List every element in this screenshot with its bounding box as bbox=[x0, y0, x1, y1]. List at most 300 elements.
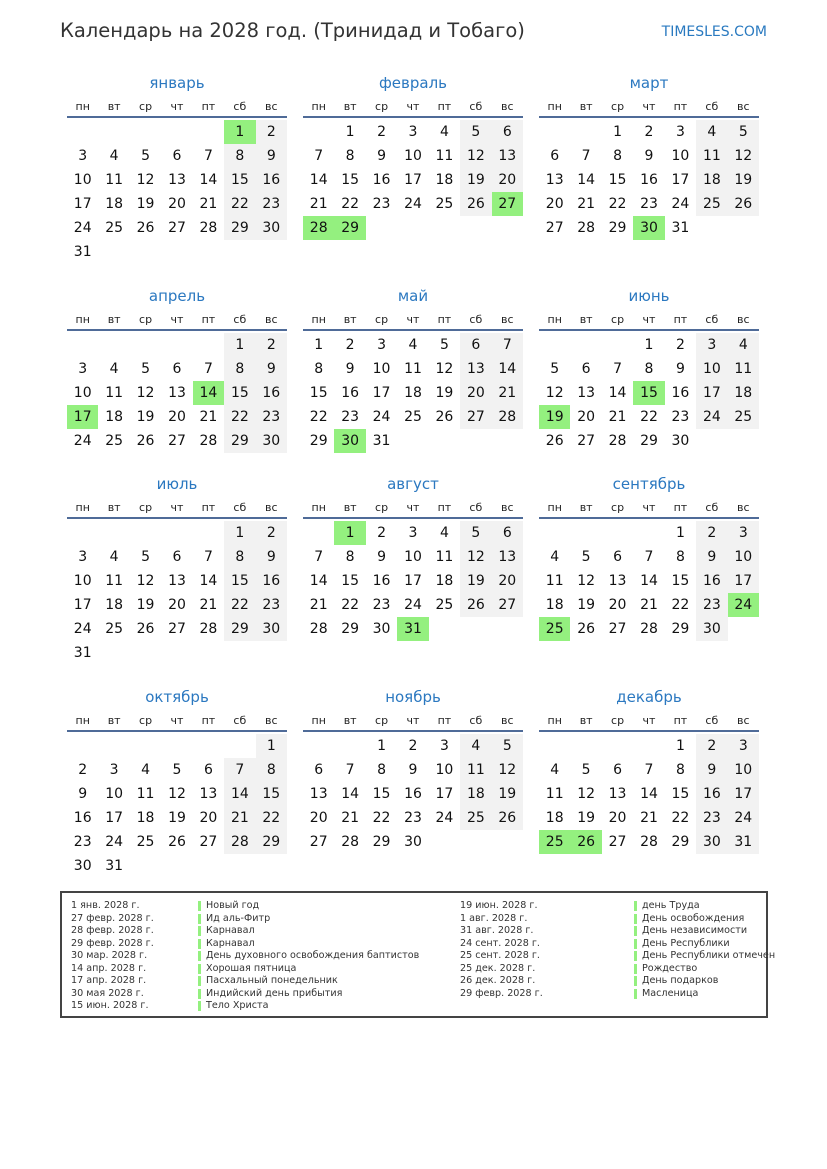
weekday-label: пт bbox=[437, 100, 452, 113]
day-cell: 8 bbox=[345, 549, 355, 565]
weekday-label: пт bbox=[673, 313, 688, 326]
holiday-day: 25 bbox=[539, 617, 570, 641]
day-cell: 10 bbox=[728, 758, 759, 782]
empty-cell bbox=[570, 120, 601, 144]
empty-cell bbox=[193, 734, 224, 758]
day-cell: 7 bbox=[203, 361, 213, 377]
day-cell: 23 bbox=[256, 593, 287, 617]
holiday-name: Хорошая пятница bbox=[206, 962, 297, 974]
day-cell: 5 bbox=[492, 734, 523, 758]
day-cell: 14 bbox=[309, 573, 328, 589]
day-cell: 3 bbox=[408, 124, 418, 140]
day-cell: 7 bbox=[203, 549, 213, 565]
day-cell: 17 bbox=[372, 385, 391, 401]
empty-cell bbox=[193, 521, 224, 545]
day-cell: 5 bbox=[439, 337, 449, 353]
month-name: январь bbox=[149, 74, 205, 92]
weekday-label: чт bbox=[406, 100, 420, 113]
day-cell: 21 bbox=[199, 196, 218, 212]
empty-cell bbox=[98, 734, 129, 758]
legend-row bbox=[71, 950, 461, 963]
day-cell: 8 bbox=[224, 144, 255, 168]
weekday-header bbox=[303, 497, 523, 519]
holiday-marker bbox=[198, 926, 201, 936]
day-cell: 30 bbox=[671, 433, 690, 449]
day-cell: 24 bbox=[73, 433, 92, 449]
day-cell: 1 bbox=[345, 124, 355, 140]
day-cell: 3 bbox=[377, 337, 387, 353]
day-cell: 29 bbox=[640, 433, 658, 449]
day-cell: 10 bbox=[105, 786, 124, 802]
day-cell: 29 bbox=[224, 216, 255, 240]
day-cell: 4 bbox=[439, 124, 449, 140]
day-cell: 31 bbox=[105, 858, 124, 874]
weekday-label: пт bbox=[201, 501, 216, 514]
day-cell: 4 bbox=[408, 337, 418, 353]
empty-cell bbox=[161, 333, 192, 357]
day-cell: 20 bbox=[168, 597, 186, 613]
holiday-marker bbox=[198, 989, 201, 999]
day-cell: 3 bbox=[675, 124, 685, 140]
holiday-marker bbox=[198, 976, 201, 986]
day-cell: 3 bbox=[728, 521, 759, 545]
weekday-label: пн bbox=[311, 714, 326, 727]
days-grid bbox=[539, 120, 759, 240]
day-cell: 13 bbox=[460, 357, 491, 381]
day-cell: 7 bbox=[224, 758, 255, 782]
holiday-name: День Республики отмечен bbox=[642, 950, 776, 961]
day-cell: 5 bbox=[460, 521, 491, 545]
empty-cell bbox=[570, 521, 601, 545]
holiday-day: 1 bbox=[334, 521, 365, 545]
empty-cell bbox=[303, 734, 334, 758]
day-cell: 21 bbox=[199, 409, 218, 425]
day-cell: 6 bbox=[172, 148, 182, 164]
day-cell: 17 bbox=[404, 573, 422, 589]
day-cell: 13 bbox=[492, 545, 523, 569]
day-cell: 20 bbox=[492, 569, 523, 593]
day-cell: 11 bbox=[696, 144, 727, 168]
day-cell: 14 bbox=[640, 573, 658, 589]
weekday-label: вс bbox=[737, 501, 750, 514]
day-cell: 24 bbox=[435, 810, 454, 826]
day-cell: 13 bbox=[199, 786, 218, 802]
day-cell: 24 bbox=[696, 405, 727, 429]
day-cell: 18 bbox=[545, 597, 564, 613]
weekday-header bbox=[539, 309, 759, 331]
day-cell: 18 bbox=[136, 810, 155, 826]
day-cell: 15 bbox=[608, 172, 627, 188]
day-cell: 11 bbox=[105, 172, 124, 188]
day-cell: 20 bbox=[168, 196, 186, 212]
weekday-label: ср bbox=[375, 501, 389, 514]
weekday-label: вс bbox=[737, 100, 750, 113]
day-cell: 26 bbox=[460, 192, 491, 216]
weekday-label: вт bbox=[107, 501, 121, 514]
day-cell: 25 bbox=[136, 834, 155, 850]
weekday-label: чт bbox=[642, 501, 656, 514]
legend-column-right bbox=[460, 900, 776, 1000]
weekday-label: пн bbox=[547, 501, 562, 514]
day-cell: 6 bbox=[550, 148, 560, 164]
day-cell: 9 bbox=[256, 357, 287, 381]
weekday-label: ср bbox=[611, 501, 625, 514]
day-cell: 22 bbox=[608, 196, 627, 212]
site-link[interactable]: TIMESLES.COM bbox=[661, 24, 767, 40]
holiday-name: Рождество bbox=[642, 962, 698, 974]
weekday-header bbox=[539, 96, 759, 118]
weekday-header bbox=[539, 710, 759, 732]
legend-row bbox=[460, 913, 760, 926]
day-cell: 20 bbox=[460, 381, 491, 405]
empty-cell bbox=[539, 120, 570, 144]
weekday-label: сб bbox=[233, 714, 247, 727]
day-cell: 29 bbox=[671, 621, 690, 637]
day-cell: 4 bbox=[109, 549, 119, 565]
day-cell: 14 bbox=[199, 573, 218, 589]
day-cell: 8 bbox=[256, 758, 287, 782]
day-cell: 3 bbox=[109, 762, 119, 778]
day-cell: 28 bbox=[199, 220, 218, 236]
day-cell: 7 bbox=[644, 549, 654, 565]
legend-row bbox=[71, 988, 461, 1001]
weekday-header bbox=[67, 497, 287, 519]
day-cell: 28 bbox=[577, 220, 596, 236]
holiday-marker bbox=[198, 901, 201, 911]
legend-row bbox=[71, 913, 461, 926]
day-cell: 24 bbox=[73, 220, 92, 236]
holiday-name: Тело Христа bbox=[206, 1000, 269, 1011]
weekday-label: пн bbox=[75, 313, 90, 326]
day-cell: 1 bbox=[224, 333, 255, 357]
weekday-label: вс bbox=[501, 501, 514, 514]
day-cell: 23 bbox=[256, 405, 287, 429]
weekday-header bbox=[67, 309, 287, 331]
day-cell: 17 bbox=[404, 172, 422, 188]
day-cell: 24 bbox=[404, 597, 422, 613]
holiday-date: 25 дек. 2028 г. bbox=[460, 962, 536, 974]
legend-row bbox=[460, 963, 760, 976]
day-cell: 16 bbox=[256, 168, 287, 192]
holiday-day: 28 bbox=[303, 216, 334, 240]
day-cell: 20 bbox=[492, 168, 523, 192]
day-cell: 12 bbox=[728, 144, 759, 168]
day-cell: 5 bbox=[581, 549, 591, 565]
month-11 bbox=[539, 684, 759, 854]
weekday-label: чт bbox=[642, 313, 656, 326]
day-cell: 6 bbox=[492, 521, 523, 545]
holiday-day: 14 bbox=[193, 381, 224, 405]
day-cell: 7 bbox=[314, 148, 324, 164]
day-cell: 7 bbox=[581, 148, 591, 164]
month-name: февраль bbox=[378, 74, 448, 92]
day-cell: 12 bbox=[577, 786, 596, 802]
empty-cell bbox=[570, 333, 601, 357]
day-cell: 18 bbox=[696, 168, 727, 192]
weekday-label: чт bbox=[170, 501, 184, 514]
day-cell: 12 bbox=[492, 758, 523, 782]
weekday-label: сб bbox=[469, 100, 483, 113]
day-cell: 24 bbox=[728, 806, 759, 830]
day-cell: 24 bbox=[404, 196, 422, 212]
month-5 bbox=[539, 283, 759, 453]
day-cell: 13 bbox=[608, 573, 627, 589]
empty-cell bbox=[67, 521, 98, 545]
holiday-name: День подарков bbox=[642, 975, 719, 986]
month-name: ноябрь bbox=[385, 688, 441, 706]
day-cell: 11 bbox=[460, 758, 491, 782]
day-cell: 17 bbox=[728, 782, 759, 806]
weekday-label: ср bbox=[611, 313, 625, 326]
day-cell: 30 bbox=[372, 621, 391, 637]
day-cell: 13 bbox=[168, 573, 186, 589]
empty-cell bbox=[633, 734, 664, 758]
day-cell: 28 bbox=[640, 834, 658, 850]
days-grid bbox=[303, 734, 523, 854]
day-cell: 2 bbox=[256, 333, 287, 357]
day-cell: 6 bbox=[613, 549, 623, 565]
day-cell: 29 bbox=[341, 621, 360, 637]
day-cell: 19 bbox=[136, 196, 155, 212]
weekday-label: пт bbox=[201, 714, 216, 727]
day-cell: 13 bbox=[545, 172, 564, 188]
day-cell: 3 bbox=[78, 148, 88, 164]
day-cell: 18 bbox=[404, 385, 422, 401]
weekday-label: пн bbox=[311, 100, 326, 113]
holiday-date: 24 сент. 2028 г. bbox=[460, 937, 540, 949]
day-cell: 19 bbox=[492, 782, 523, 806]
day-cell: 27 bbox=[168, 433, 186, 449]
holiday-date: 15 июн. 2028 г. bbox=[71, 1000, 149, 1011]
day-cell: 16 bbox=[696, 782, 727, 806]
day-cell: 28 bbox=[341, 834, 360, 850]
weekday-label: сб bbox=[469, 313, 483, 326]
empty-cell bbox=[539, 521, 570, 545]
day-cell: 29 bbox=[309, 433, 328, 449]
day-cell: 5 bbox=[550, 361, 560, 377]
weekday-label: вс bbox=[501, 313, 514, 326]
holiday-marker bbox=[634, 951, 637, 961]
day-cell: 1 bbox=[224, 521, 255, 545]
day-cell: 1 bbox=[613, 124, 623, 140]
legend-row bbox=[71, 925, 461, 938]
day-cell: 9 bbox=[644, 148, 654, 164]
day-cell: 12 bbox=[460, 144, 491, 168]
holiday-marker bbox=[198, 914, 201, 924]
day-cell: 19 bbox=[136, 597, 155, 613]
day-cell: 22 bbox=[341, 597, 360, 613]
day-cell: 17 bbox=[435, 786, 454, 802]
days-grid bbox=[67, 521, 287, 665]
holiday-name: Карнавал bbox=[206, 925, 255, 936]
holiday-date: 28 февр. 2028 г. bbox=[71, 925, 154, 936]
day-cell: 27 bbox=[608, 834, 627, 850]
day-cell: 13 bbox=[492, 144, 523, 168]
weekday-label: чт bbox=[642, 714, 656, 727]
day-cell: 11 bbox=[136, 786, 155, 802]
day-cell: 24 bbox=[105, 834, 124, 850]
day-cell: 20 bbox=[309, 810, 328, 826]
day-cell: 17 bbox=[73, 196, 92, 212]
day-cell: 10 bbox=[73, 172, 92, 188]
holiday-name: День духовного освобождения баптистов bbox=[206, 950, 420, 961]
weekday-header bbox=[67, 710, 287, 732]
day-cell: 21 bbox=[492, 381, 523, 405]
day-cell: 25 bbox=[105, 220, 124, 236]
day-cell: 12 bbox=[460, 545, 491, 569]
weekday-label: ср bbox=[375, 313, 389, 326]
days-grid bbox=[539, 521, 759, 641]
day-cell: 26 bbox=[136, 220, 155, 236]
empty-cell bbox=[161, 521, 192, 545]
weekday-label: пт bbox=[673, 100, 688, 113]
holiday-name: День независимости bbox=[642, 925, 748, 936]
weekday-label: пт bbox=[673, 501, 688, 514]
day-cell: 21 bbox=[309, 597, 328, 613]
weekday-label: ср bbox=[611, 714, 625, 727]
empty-cell bbox=[539, 333, 570, 357]
day-cell: 17 bbox=[696, 381, 727, 405]
holiday-name: Карнавал bbox=[206, 937, 255, 949]
day-cell: 22 bbox=[224, 192, 255, 216]
day-cell: 30 bbox=[256, 617, 287, 641]
weekday-label: ср bbox=[139, 313, 153, 326]
holiday-name: День Республики bbox=[642, 937, 730, 949]
day-cell: 4 bbox=[728, 333, 759, 357]
day-cell: 25 bbox=[696, 192, 727, 216]
day-cell: 16 bbox=[256, 569, 287, 593]
day-cell: 2 bbox=[256, 120, 287, 144]
weekday-header bbox=[303, 309, 523, 331]
day-cell: 7 bbox=[203, 148, 213, 164]
day-cell: 28 bbox=[608, 433, 627, 449]
day-cell: 2 bbox=[696, 521, 727, 545]
holiday-marker bbox=[634, 914, 637, 924]
day-cell: 29 bbox=[372, 834, 391, 850]
day-cell: 5 bbox=[141, 361, 151, 377]
holiday-date: 25 сент. 2028 г. bbox=[460, 950, 540, 961]
weekday-label: пн bbox=[75, 501, 90, 514]
holiday-day: 27 bbox=[492, 192, 523, 216]
holiday-day: 1 bbox=[224, 120, 255, 144]
day-cell: 31 bbox=[671, 220, 690, 236]
weekday-label: чт bbox=[406, 714, 420, 727]
weekday-label: чт bbox=[642, 100, 656, 113]
day-cell: 29 bbox=[608, 220, 627, 236]
day-cell: 11 bbox=[545, 786, 564, 802]
day-cell: 22 bbox=[372, 810, 391, 826]
day-cell: 23 bbox=[404, 810, 422, 826]
day-cell: 9 bbox=[78, 786, 88, 802]
day-cell: 5 bbox=[141, 148, 151, 164]
day-cell: 23 bbox=[671, 409, 690, 425]
weekday-label: сб bbox=[705, 714, 719, 727]
holiday-marker bbox=[198, 964, 201, 974]
weekday-label: чт bbox=[406, 313, 420, 326]
day-cell: 27 bbox=[309, 834, 328, 850]
holiday-date: 1 янв. 2028 г. bbox=[71, 900, 140, 911]
day-cell: 2 bbox=[256, 521, 287, 545]
day-cell: 5 bbox=[728, 120, 759, 144]
day-cell: 18 bbox=[460, 782, 491, 806]
day-cell: 12 bbox=[577, 573, 596, 589]
day-cell: 11 bbox=[105, 573, 124, 589]
day-cell: 22 bbox=[224, 593, 255, 617]
day-cell: 16 bbox=[256, 381, 287, 405]
weekday-label: чт bbox=[170, 100, 184, 113]
day-cell: 20 bbox=[545, 196, 564, 212]
day-cell: 6 bbox=[492, 120, 523, 144]
empty-cell bbox=[193, 120, 224, 144]
day-cell: 8 bbox=[644, 361, 654, 377]
empty-cell bbox=[633, 521, 664, 545]
legend-row bbox=[460, 900, 760, 913]
days-grid bbox=[303, 521, 523, 641]
day-cell: 9 bbox=[256, 545, 287, 569]
days-grid bbox=[539, 333, 759, 453]
day-cell: 26 bbox=[435, 409, 454, 425]
day-cell: 23 bbox=[696, 593, 727, 617]
weekday-label: ср bbox=[139, 501, 153, 514]
day-cell: 27 bbox=[545, 220, 564, 236]
weekday-label: пт bbox=[437, 714, 452, 727]
day-cell: 21 bbox=[309, 196, 328, 212]
day-cell: 28 bbox=[224, 830, 255, 854]
day-cell: 3 bbox=[696, 333, 727, 357]
day-cell: 19 bbox=[168, 810, 186, 826]
holiday-marker bbox=[198, 951, 201, 961]
day-cell: 26 bbox=[136, 433, 155, 449]
day-cell: 19 bbox=[460, 168, 491, 192]
weekday-label: вт bbox=[343, 100, 357, 113]
holiday-name: Новый год bbox=[206, 900, 260, 911]
weekday-label: вт bbox=[343, 714, 357, 727]
month-name: октябрь bbox=[145, 688, 209, 706]
day-cell: 4 bbox=[141, 762, 151, 778]
weekday-label: вс bbox=[737, 714, 750, 727]
day-cell: 26 bbox=[460, 593, 491, 617]
day-cell: 22 bbox=[224, 405, 255, 429]
holiday-name: Пасхальный понедельник bbox=[206, 975, 338, 986]
day-cell: 27 bbox=[199, 834, 218, 850]
legend-row bbox=[71, 900, 461, 913]
day-cell: 27 bbox=[608, 621, 627, 637]
day-cell: 16 bbox=[372, 573, 391, 589]
day-cell: 24 bbox=[73, 621, 92, 637]
day-cell: 15 bbox=[224, 381, 255, 405]
legend-column-left bbox=[71, 900, 461, 1013]
day-cell: 26 bbox=[136, 621, 155, 637]
day-cell: 22 bbox=[671, 810, 690, 826]
day-cell: 16 bbox=[671, 385, 690, 401]
month-name: июль bbox=[156, 475, 198, 493]
day-cell: 25 bbox=[435, 597, 454, 613]
holiday-date: 26 дек. 2028 г. bbox=[460, 975, 536, 986]
holiday-marker bbox=[634, 901, 637, 911]
day-cell: 8 bbox=[675, 549, 685, 565]
day-cell: 21 bbox=[640, 810, 658, 826]
page-title: Календарь на 2028 год. (Тринидад и Тобаго) bbox=[60, 19, 525, 42]
month-3 bbox=[67, 283, 287, 453]
day-cell: 20 bbox=[199, 810, 218, 826]
day-cell: 17 bbox=[73, 597, 92, 613]
month-name: сентябрь bbox=[612, 475, 686, 493]
day-cell: 15 bbox=[309, 385, 328, 401]
day-cell: 20 bbox=[577, 409, 596, 425]
day-cell: 29 bbox=[224, 429, 255, 453]
holiday-name: Ид аль-Фитр bbox=[206, 912, 271, 924]
day-cell: 2 bbox=[377, 124, 387, 140]
